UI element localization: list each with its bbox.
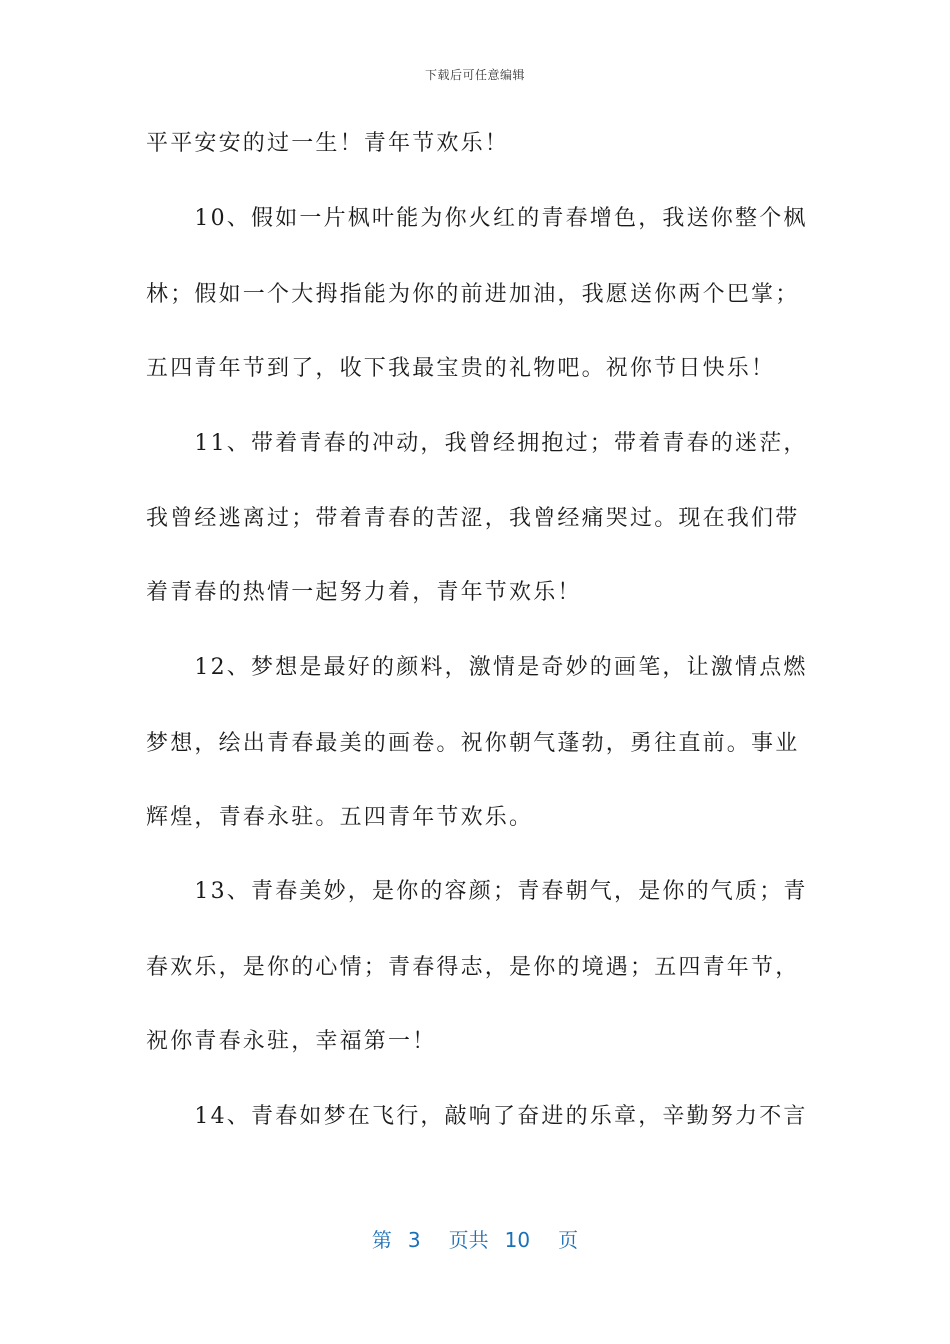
text-line: 梦想，绘出青春最美的画卷。祝你朝气蓬勃，勇往直前。事业 [146, 731, 800, 756]
text-line: 祝你青春永驻，幸福第一！ [146, 1029, 437, 1054]
text-line: 着青春的热情一起努力着，青年节欢乐！ [146, 580, 582, 605]
current-page-number: 3 [407, 1228, 421, 1252]
text-line: 12、梦想是最好的颜料，激情是奇妙的画笔，让激情点燃 [146, 655, 808, 680]
text-line: 11、带着青春的冲动，我曾经拥抱过；带着青春的迷茫， [146, 431, 808, 456]
text-line: 春欢乐，是你的心情；青春得志，是你的境遇；五四青年节， [146, 955, 800, 980]
text-line: 10、假如一片枫叶能为你火红的青春增色，我送你整个枫 [146, 206, 808, 231]
page-footer [0, 1224, 950, 1253]
text-line: 五四青年节到了，收下我最宝贵的礼物吧。祝你节日快乐！ [146, 356, 776, 381]
text-line: 平平安安的过一生！青年节欢乐！ [146, 131, 510, 156]
text-line: 林；假如一个大拇指能为你的前进加油，我愿送你两个巴掌； [146, 282, 800, 307]
text-line: 14、青春如梦在飞行，敲响了奋进的乐章，辛勤努力不言 [146, 1104, 808, 1129]
text-line: 我曾经逃离过；带着青春的苦涩，我曾经痛哭过。现在我们带 [146, 506, 800, 531]
text-line: 13、青春美妙，是你的容颜；青春朝气，是你的气质；青 [146, 879, 808, 904]
footer-suffix: 页 [558, 1228, 579, 1252]
text-line: 辉煌，青春永驻。五四青年节欢乐。 [146, 805, 534, 830]
total-pages-number: 10 [504, 1228, 531, 1252]
footer-prefix: 第 [371, 1228, 392, 1252]
footer-middle: 页共 [448, 1228, 489, 1252]
header-note: 下载后可任意编辑 [424, 68, 525, 82]
